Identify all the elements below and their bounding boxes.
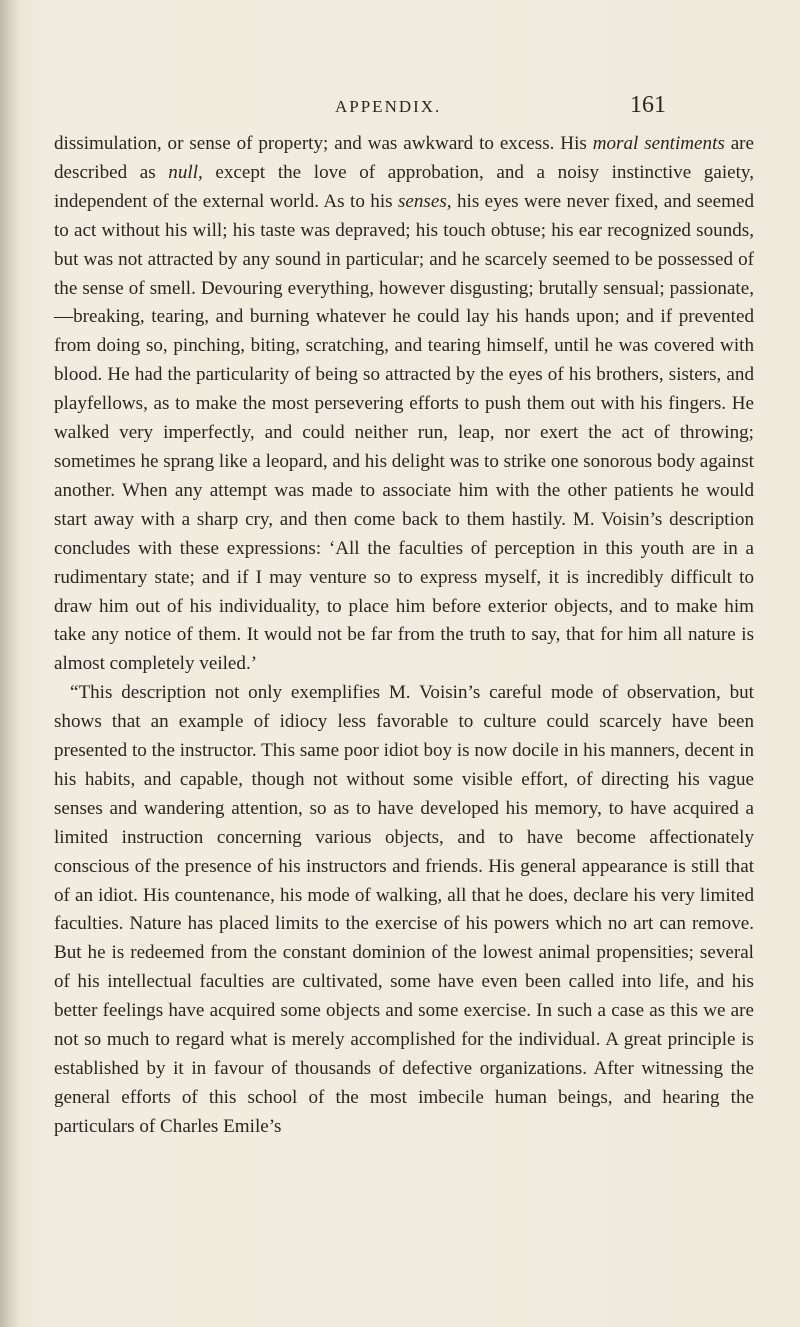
running-head xyxy=(0,92,800,122)
paragraph xyxy=(54,679,754,1142)
running-head-title: APPENDIX. xyxy=(335,97,442,116)
paragraph xyxy=(54,130,754,679)
italic-phrase: null, xyxy=(168,161,203,183)
italic-phrase: senses, xyxy=(397,190,452,212)
italic-phrase: moral sentiments xyxy=(592,133,725,154)
binding-gutter xyxy=(0,0,18,1327)
text-segment: except the love of approbation, and a noisy instinctive gaiety, independent of the external world. As to his xyxy=(54,161,754,212)
page-number: 161 xyxy=(630,92,666,118)
body-text xyxy=(54,130,754,1142)
text-segment: dissimulation, or sense of property; and was awkward to excess. His xyxy=(54,133,593,154)
text-segment: his eyes were never fixed, and seemed to act without his will; his taste was depraved; his touch obtuse; his ear recognized sounds, but was not attracted by any sound in particular; and he scarcely seemed to be possessed of the sense of smell. Devouring everything, however disgusting; brutally sensual; passionate,—breaking, tearing, and burning whatever he could lay his hands upon; and if prevented from doing so, pinching, biting, scratching, and tearing himself, until he was covered with blood. He had the particularity of being so attracted by the eyes of his brothers, sisters, and playfellows, as to make the most persevering efforts to push them out with his fingers. He walked very imperfectly, and could neither run, leap, nor exert the act of throwing; sometimes he sprang like a leopard, and his delight was to strike one sonorous body against another. When any attempt was made to associate him with the other patients he would start away with a sharp cry, and then come back to them hastily. M. Voisin’s description concludes with these expressions: ‘All the faculties of perception in this youth are in a rudimentary state; and if I may venture so to express myself, it is incredibly difficult to draw him out of his individuality, to place him before exterior objects, and to make him take any notice of them. It would not be far from the truth to say, that for him all nature is almost completely veiled.’ xyxy=(54,190,754,675)
text-segment: “This description not only exemplifies M. Voisin’s careful mode of observation, but shows that an example of idiocy less favorable to culture could scarcely have been presented to the instructor. This same poor idiot boy is now docile in his manners, decent in his habits, and capable, though not without some visible effort, of directing his vague senses and wandering attention, so as to have developed his memory, to have acquired a limited instruction concerning various objects, and to have become affectionately conscious of the presence of his instructors and friends. His general appearance is still that of an idiot. His countenance, his mode of walking, all that he does, declare his very limited faculties. Nature has placed limits to the exercise of his powers which no art can remove. But he is redeemed from the constant dominion of the lowest animal propensities; several of his intellectual faculties are cultivated, some have even been called into life, and his better feelings have acquired some objects and some exercise. In such a case as this we are not so much to regard what is merely accomplished for the individual. A great principle is established by it in favour of thousands of defective organizations. After witnessing the general efforts of this school of the most imbecile human beings, and hearing the particulars of Charles Emile’s xyxy=(54,682,754,1137)
text-segment: are described as xyxy=(54,133,754,183)
